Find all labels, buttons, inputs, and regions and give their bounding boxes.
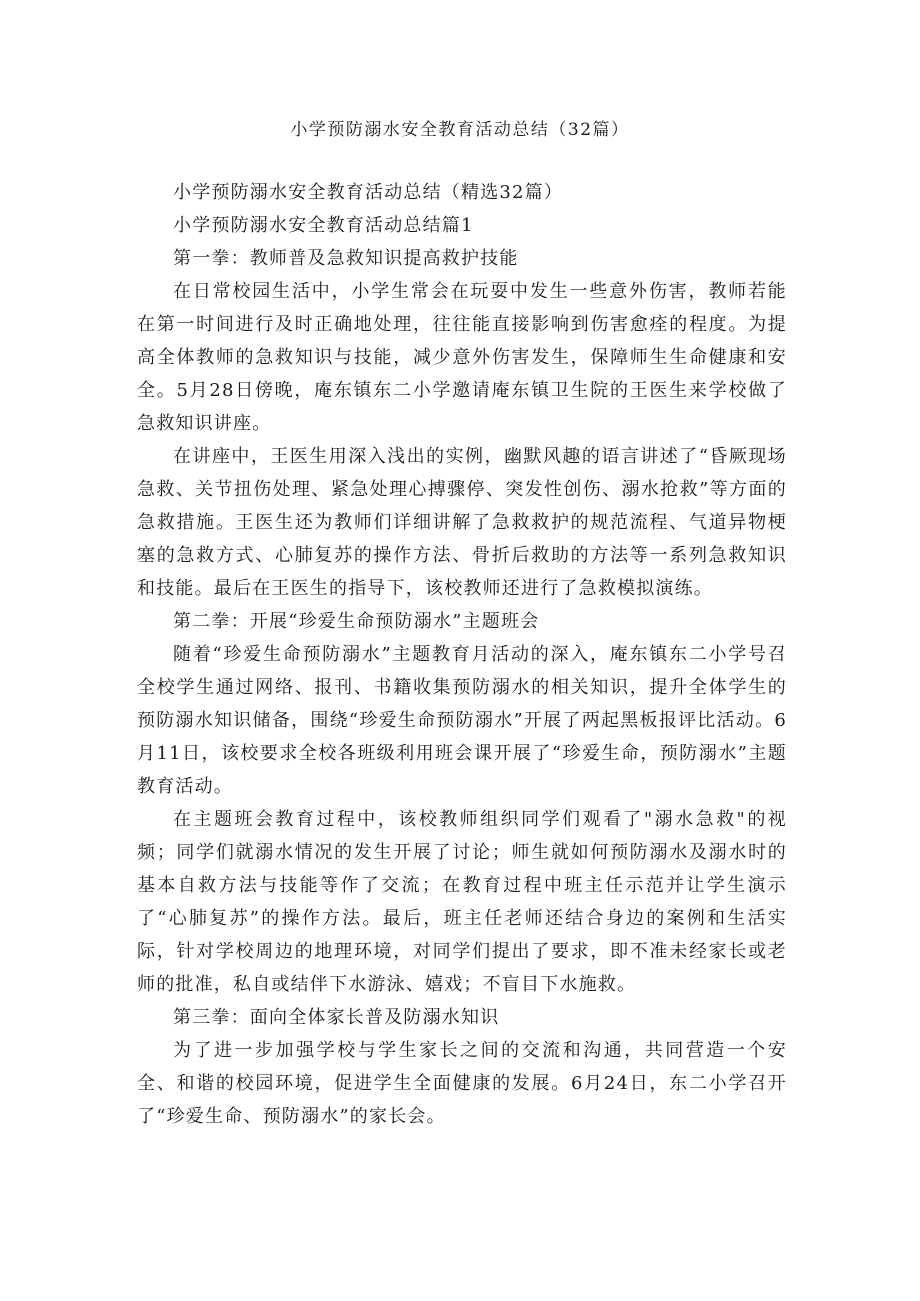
document-body	[137, 176, 787, 1133]
section-heading: 小学预防溺水安全教育活动总结篇1	[173, 215, 474, 236]
body-paragraph: 在讲座中，王医生用深入浅出的实例，幽默风趣的语言讲述了“昏厥现场急救、关节扭伤处理、紧急处理心搏骤停、突发性创伤、溺水抢救”等方面的急救措施。王医生还为教师们详细讲解了急救救护的规范流程、气道异物梗塞的急救方式、心肺复苏的操作方法、骨折后救助的方法等一系列急救知识和技能。最后在王医生的指导下，该校教师还进行了急救模拟演练。	[137, 446, 787, 599]
subsection-heading: 第二拳：开展“珍爱生命预防溺水”主题班会	[173, 611, 540, 632]
subsection-heading: 第三拳：面向全体家长普及防溺水知识	[173, 1007, 500, 1028]
body-paragraph: 为了进一步加强学校与学生家长之间的交流和沟通，共同营造一个安全、和谐的校园环境，促进学生全面健康的发展。6月24日，东二小学召开了“珍爱生命、预防溺水”的家长会。	[137, 1040, 787, 1127]
subsection-heading: 第一拳：教师普及急救知识提高救护技能	[173, 248, 519, 269]
body-paragraph: 在主题班会教育过程中，该校教师组织同学们观看了"溺水急救"的视频；同学们就溺水情况的发生开展了讨论；师生就如何预防溺水及溺水时的基本自救方法与技能等作了交流；在教育过程中班主任示范并让学生演示了“心肺复苏”的操作方法。最后，班主任老师还结合身边的案例和生活实际，针对学校周边的地理环境，对同学们提出了要求，即不准未经家长或老师的批准，私自或结伴下水游泳、嬉戏；不盲目下水施救。	[137, 809, 787, 995]
body-paragraph: 在日常校园生活中，小学生常会在玩耍中发生一些意外伤害，教师若能在第一时间进行及时正确地处理，往往能直接影响到伤害愈痊的程度。为提高全体教师的急救知识与技能，减少意外伤害发生，保障师生生命健康和安全。5月28日傍晚，庵东镇东二小学邀请庵东镇卫生院的王医生来学校做了急救知识讲座。	[137, 281, 787, 434]
body-paragraph: 随着“珍爱生命预防溺水”主题教育月活动的深入，庵东镇东二小学号召全校学生通过网络、报刊、书籍收集预防溺水的相关知识，提升全体学生的预防溺水知识储备，围绕“珍爱生命预防溺水”开展了两起黑板报评比活动。6月11日，该校要求全校各班级利用班会课开展了“珍爱生命，预防溺水”主题教育活动。	[137, 644, 787, 797]
document-title: 小学预防溺水安全教育活动总结（32篇）	[290, 120, 630, 140]
subtitle-line: 小学预防溺水安全教育活动总结（精选32篇）	[173, 182, 564, 203]
